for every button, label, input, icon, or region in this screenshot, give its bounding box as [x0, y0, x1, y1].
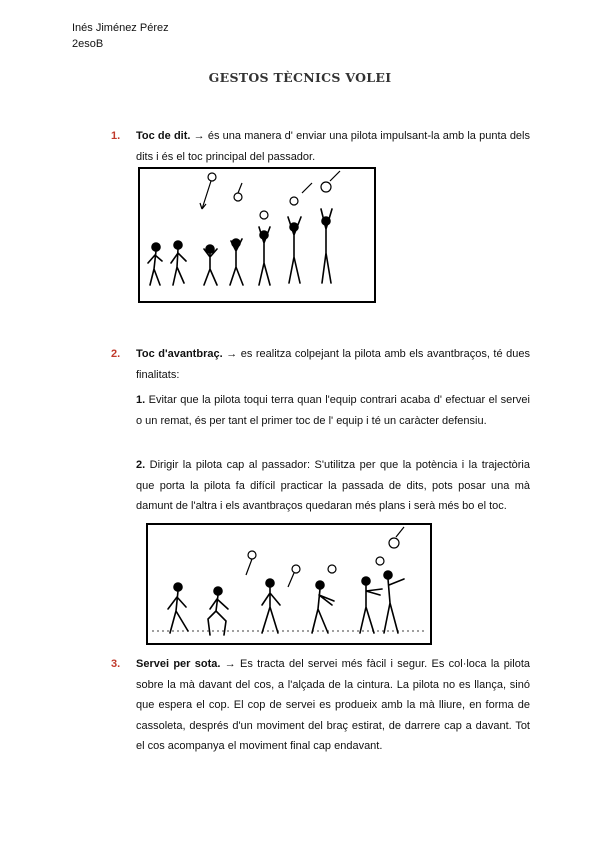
player-figure [262, 579, 280, 633]
forearm-pass-illustration [148, 525, 430, 643]
document-title: GESTOS TÈCNICS VOLEI [208, 70, 392, 85]
player-figure [384, 571, 404, 633]
player-figure [321, 209, 332, 283]
point-dirigir [136, 455, 530, 517]
section-heading: Toc d'avantbraç. [136, 348, 223, 360]
figure-toc-avantbrac [146, 523, 432, 645]
section-toc-avantbrac [112, 344, 530, 385]
author-header [72, 20, 169, 52]
section-heading: Servei per sota. [136, 658, 221, 670]
overhead-pass-illustration [140, 169, 374, 301]
section-text: → Es tracta del servei més fàcil i segur. Es col·loca la pilota sobre la mà davant del cos, a l'alçada de la cintura. La pilota no es llança, sinó que espera el cop. El cop de servei es produeix amb la mà lliure, en forma de cassoleta, després d'un moviment del braç estirat, de darrere cap a davant. Tot el cos acompanya el moviment final cap endavant. [136, 658, 530, 752]
player-figure [259, 227, 270, 285]
section-body [136, 126, 530, 167]
point-number: 1. [136, 394, 146, 406]
player-figure [360, 577, 382, 633]
section-number: 3. [111, 658, 121, 670]
author-class: 2esoB [72, 38, 104, 50]
section-body [136, 654, 530, 757]
point-number: 2. [136, 459, 146, 471]
section-number: 2. [111, 348, 121, 360]
player-figure [168, 583, 188, 633]
player-figure [148, 243, 162, 285]
player-figure [230, 239, 243, 285]
section-toc-de-dit [112, 126, 530, 167]
point-text: Dirigir la pilota cap al passador: S'utilitza per que la potència i la trajectòria que porta la pilota fa difícil practicar la passada de dits, pots posar una mà damunt de l'altra i els avantbraços quedaran més plans i serà més bo el toc. [136, 459, 530, 512]
section-body [136, 344, 530, 385]
section-text: → és una manera d' enviar una pilota impulsant-la amb la punta dels dits i és el toc principal del passador. [136, 130, 530, 163]
figure-toc-de-dit [138, 167, 376, 303]
player-figure [288, 217, 301, 283]
point-evitar [136, 390, 530, 431]
author-name: Inés Jiménez Pérez [72, 22, 169, 34]
player-figure [208, 587, 228, 635]
player-figure [171, 241, 186, 285]
point-text: Evitar que la pilota toqui terra quan l'equip contrari acaba d' efectuar el servei o un remat, és per tant el primer toc de l' equip i té un caràcter defensiu. [136, 394, 530, 427]
section-number: 1. [111, 130, 121, 142]
section-heading: Toc de dit. [136, 130, 191, 142]
player-figure [204, 245, 217, 285]
section-servei-per-sota [112, 654, 530, 757]
player-figure [312, 581, 334, 633]
section-text: → es realitza colpejant la pilota amb els avantbraços, té dues finalitats: [136, 348, 530, 381]
